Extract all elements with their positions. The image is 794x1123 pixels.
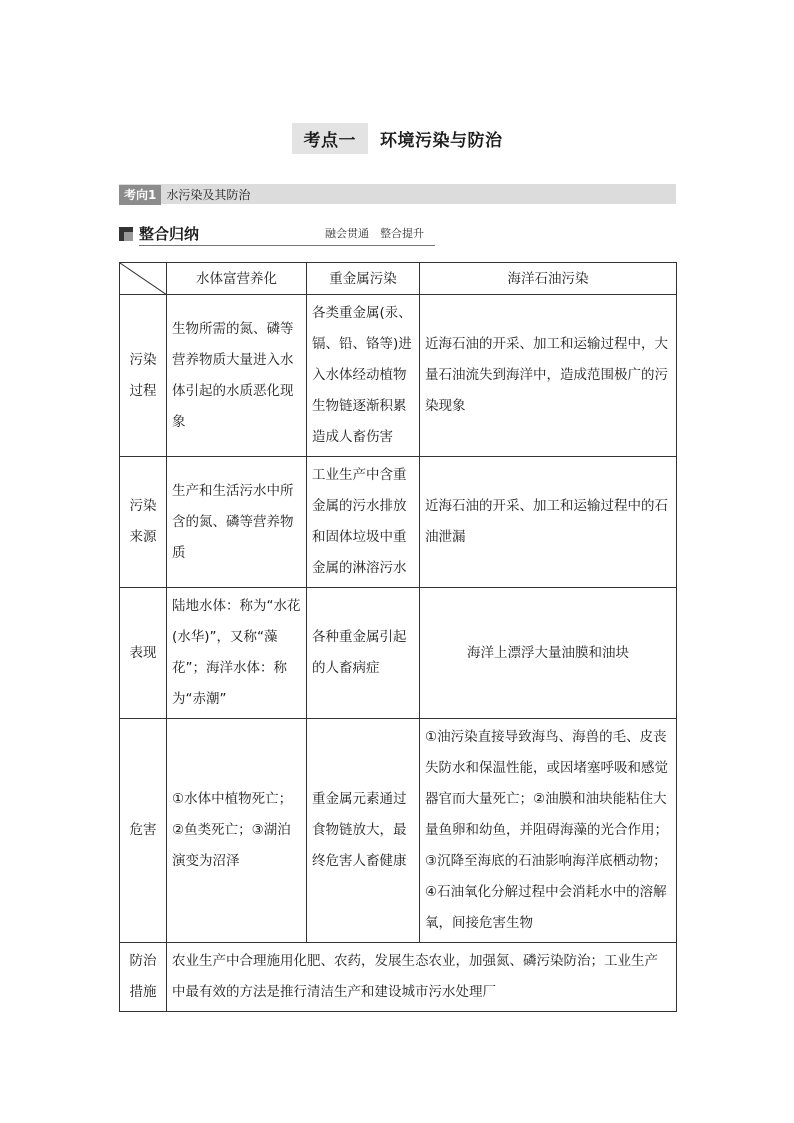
section-bar [119,184,676,204]
title-text: 环境污染与防治 [380,131,503,151]
table-cell: 农业生产中合理施用化肥、农药，发展生态农业，加强氮、磷污染防治；工业生产中最有效的方法是推行清洁生产和建设城市污水处理厂 [167,943,677,1012]
subsection-name: 整合归纳 [139,225,200,243]
row-header: 表现 [120,588,167,719]
pollution-table [119,262,677,1012]
table-row-prevention [120,943,677,1012]
page-title-wrap [0,123,794,154]
table-header-row [120,263,677,295]
table-cell: 近海石油的开采、加工和运输过程中，大量石油流失到海洋中，造成范围极广的污染现象 [420,295,677,457]
row-header: 危害 [120,719,167,943]
table-cell: 海洋上漂浮大量油膜和油块 [420,588,677,719]
diagonal-line-icon [120,263,167,295]
subsection-header [119,224,435,248]
row-header: 防治措施 [120,943,167,1012]
section-label: 考向1 [119,185,161,205]
table-cell: 各类重金属(汞、镉、铅、铬等)进入水体经动植物生物链逐渐积累造成人畜伤害 [307,295,420,457]
table-cell: ①水体中植物死亡；②鱼类死亡；③湖泊演变为沼泽 [167,719,307,943]
table-row [120,457,677,588]
corner-cell [120,263,167,295]
subsection-divider [139,245,435,246]
row-header: 污染过程 [120,295,167,457]
table-cell: 重金属元素通过食物链放大，最终危害人畜健康 [307,719,420,943]
page-title [292,123,503,154]
column-header: 海洋石油污染 [420,263,677,295]
table-cell: 各种重金属引起的人畜病症 [307,588,420,719]
column-header: 重金属污染 [307,263,420,295]
row-header: 污染来源 [120,457,167,588]
square-accent-icon [124,232,133,241]
table-cell: 陆地水体：称为“水花(水华)”，又称“藻花”；海洋水体：称为“赤潮” [167,588,307,719]
table-row [120,295,677,457]
table-cell: 近海石油的开采、加工和运输过程中的石油泄漏 [420,457,677,588]
table-row [120,719,677,943]
title-tag: 考点一 [292,123,369,154]
table-cell: 生物所需的氮、磷等营养物质大量进入水体引起的水质恶化现象 [167,295,307,457]
column-header: 水体富营养化 [167,263,307,295]
table-row [120,588,677,719]
section-title: 水污染及其防治 [166,188,251,202]
subsection-note: 融会贯通 整合提升 [325,227,424,240]
table-cell: 工业生产中含重金属的污水排放和固体垃圾中重金属的淋溶污水 [307,457,420,588]
table-cell: ①油污染直接导致海鸟、海兽的毛、皮丧失防水和保温性能，或因堵塞呼吸和感觉器官而大量死亡；②油膜和油块能粘住大量鱼卵和幼鱼，并阻碍海藻的光合作用；③沉降至海底的石油影响海洋底栖动物；④石油氧化分解过程中会消耗水中的溶解氧，间接危害生物 [420,719,677,943]
table-cell: 生产和生活污水中所含的氮、磷等营养物质 [167,457,307,588]
